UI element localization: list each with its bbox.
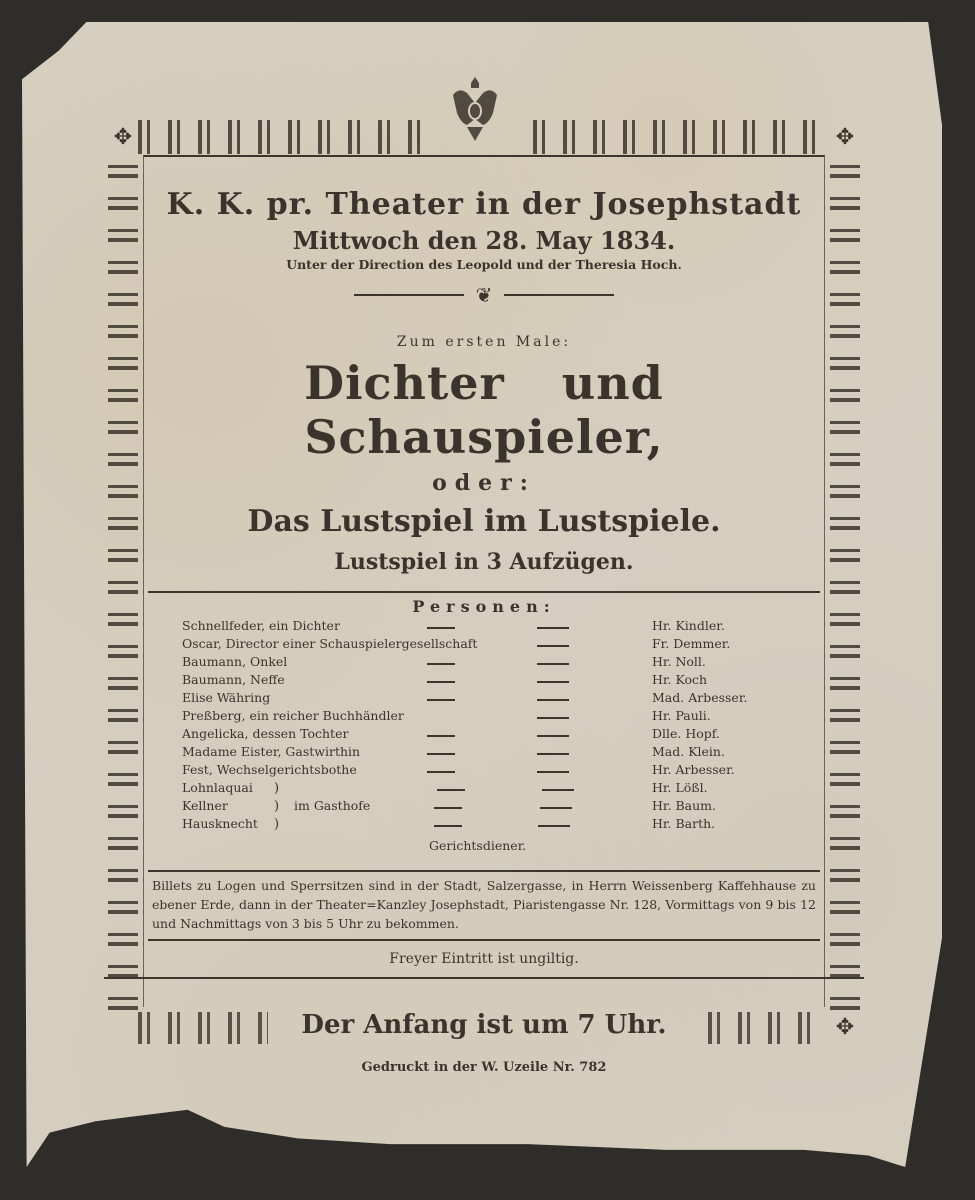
direction-line: Unter der Direction des Leopold und der Theresia Hoch. [286,257,682,272]
performance-date: Mittwoch den 28. May 1834. [292,226,676,255]
greek-key-border-right [830,160,860,1010]
cast-heading: Personen: [412,597,556,616]
play-title: Dichter und Schauspieler, [304,356,664,464]
greek-key-border-top-right [533,120,828,154]
cast-row: Schnellfeder, ein Dichter Hr. Kindler. [182,618,725,633]
cast-row: Oscar, Director einer Schauspielergesellschaft Fr. Demmer. [182,636,731,651]
cast-row: Preßberg, ein reicher Buchhändler Hr. Pauli. [182,708,711,723]
corner-ornament-icon: ✥ [835,124,855,150]
cast-row: Baumann, Onkel Hr. Noll. [182,654,706,669]
theatre-name: K. K. pr. Theater in der Josephstadt [166,187,802,222]
laurel-ornament-icon: ❦ [354,282,614,308]
start-time: Der Anfang ist um 7 Uhr. [301,1010,667,1040]
corner-ornament-icon: ✥ [113,124,133,150]
cast-row: Lohnlaquai Hr. Lößl. [182,780,708,795]
cast-row: Elise Währing Mad. Arbesser. [182,690,748,705]
decorative-frame [108,115,860,1075]
cast-row: Angelicka, dessen Tochter Dlle. Hopf. [182,726,720,741]
divider [104,977,864,979]
printer-imprint: Gedruckt in der W. Uzeile Nr. 782 [361,1060,607,1075]
first-performance-note: Zum ersten Male: [396,334,572,350]
cast-row: Fest, Wechselgerichtsbothe Hr. Arbesser. [182,762,735,777]
cast-row: Hausknecht Hr. Barth. [182,816,716,831]
start-time-row [108,1010,860,1050]
cast-row: Madame Eister, Gastwirthin Mad. Klein. [182,744,725,759]
extras-label: Gerichtsdiener. [429,838,527,853]
play-subtitle: Das Lustspiel im Lustspiele. [247,504,721,539]
bracket: ) ) ) [274,781,280,832]
divider [148,591,820,593]
greek-key-border-left [108,160,138,1010]
cast-row: Baumann, Neffe Hr. Koch [182,672,708,687]
playbill-content [143,155,825,1007]
divider [148,939,820,941]
or-separator: oder: [432,470,536,496]
cast-row: Kellner Hr. Baum. [182,798,716,813]
cast-list [144,616,824,856]
ticket-info: Billets zu Logen und Sperrsitzen sind in der Stadt, Salzergasse, in Herrn Weissenberg Kaffehhause zu ebener Erde, dann in der Theater=Kanzley Josephstadt, Piaristengasse Nr. 128, Vormittags von 9 bis 12 und Nachmittags von 3 bis 5 Uhr zu bekommen. [152,878,816,931]
greek-key-border-top-left [138,120,438,154]
group-label: im Gasthofe [294,798,371,813]
corner-ornament-icon: ✥ [835,1014,855,1040]
free-entry-note: Freyer Eintritt ist ungiltig. [389,951,579,967]
greek-key-border-bottom-right [708,1012,828,1044]
play-genre: Lustspiel in 3 Aufzügen. [334,549,634,575]
